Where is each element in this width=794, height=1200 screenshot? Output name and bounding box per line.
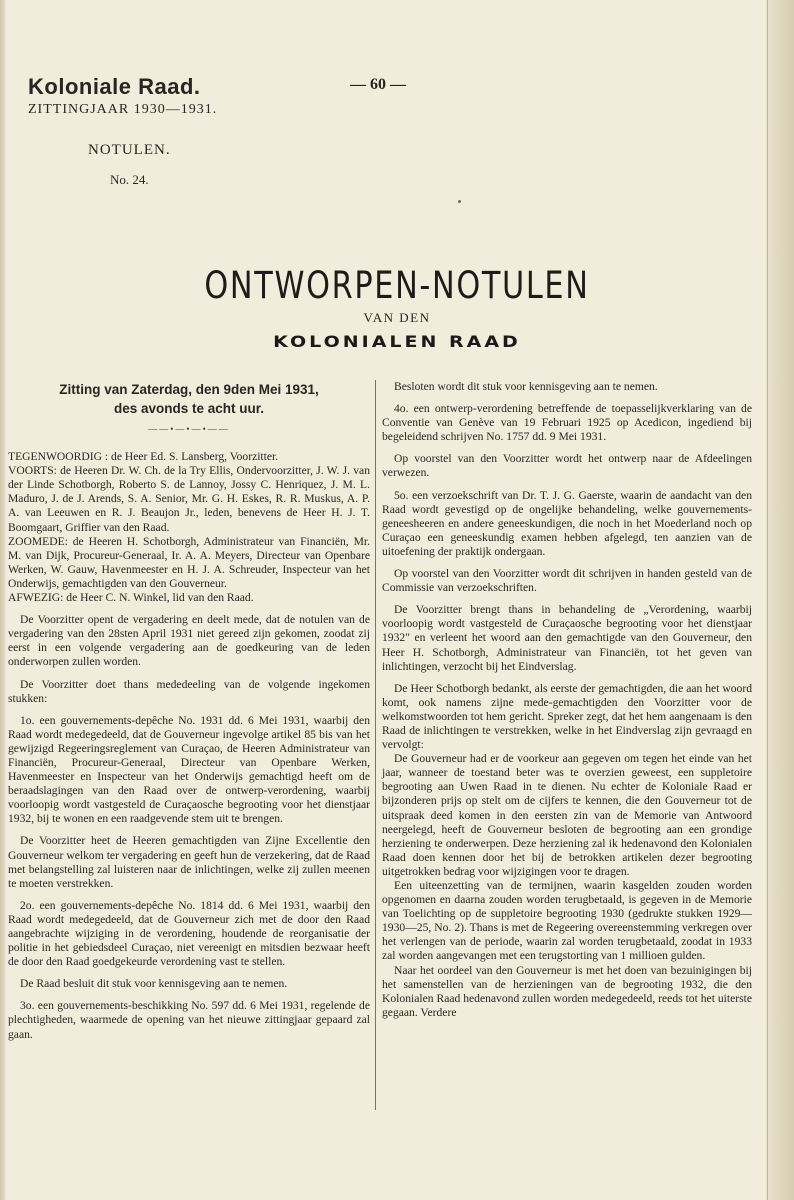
page-right-edge	[766, 0, 794, 1200]
session-year: ZITTINGJAAR 1930—1931.	[28, 102, 218, 117]
paragraph-welcome: De Voorzitter heet de Heeren gemachtigden van Zijne Excellentie den Gouverneur welkom ter vergadering en geeft hun de verzekering, dat de Raad met belangstelling zal luisteren naar de inlichtingen, welke zij zullen meenen te moeten verstrekken.	[8, 834, 370, 890]
issue-number: No. 24.	[110, 172, 149, 187]
right-column	[382, 380, 752, 1020]
masthead-council: KOLONIALEN RAAD	[273, 332, 521, 352]
paragraph-decision: De Raad besluit dit stuk voor kennisgeving aan te nemen.	[20, 977, 288, 991]
column-divider	[375, 380, 376, 1110]
paragraph-r9: Een uiteenzetting van de termijnen, waarin kasgelden zouden worden opgenomen en daarna zouden worden terugbetaald, is gegeven in de Memorie van Toelichting op de suppletoire begrooting 1930 (gedrukte stukken 1929—1930—25, No. 2). Thans is met de Regeering overeenstemming verkregen over het verlengen van de periode, waarin zal worden terugbetaald, zoodat in 1933 zal worden aangevangen met een terugstorting van 1 millioen gulden.	[382, 879, 752, 963]
paragraph-item-5: 5o. een verzoekschrift van Dr. T. J. G. Gaerste, waarin de aandacht van den Raad wordt gevestigd op de ongelijke behandeling, welke gouvernements-geneesheeren en andere geneeskundigen, die noch in het Moederland noch op Curaçao een geneeskundig examen hebben afgelegd, ten aanzien van de uitoefening der praktijk ondergaan.	[382, 488, 752, 558]
paragraph-r1: Besloten wordt dit stuk voor kennisgeving aan te nemen.	[394, 380, 658, 393]
masthead-subtitle: VAN DEN	[363, 310, 431, 325]
ornament-divider: ——•—•—•——	[148, 424, 230, 434]
paragraph-item-1: 1o. een gouvernements-depêche No. 1931 dd. 6 Mei 1931, waarbij den Raad wordt medegedeeld, dat de Gouverneur ingevolge artikel 85 bis van het gewijzigd Regeeringsreglement van Curaçao, de Heeren Administrateur van Financiën, Procureur-Generaal, Directeur van Openbare Werken, Havenmeester en Inspecteur van het Onderwijs gemachtigd heeft om de beraadslagingen van den Raad over de ontwerp-verordening, waarbij voorloopig wordt vastgesteld de Curaçaosche begrooting voor het dienstjaar 1932, bij te wonen en een raadgevende stem uit te brengen.	[8, 713, 370, 826]
paragraph-item-4: 4o. een ontwerp-verordening betreffende de toepasselijkverklaring van de Conventie van Genève van 19 Februari 1925 op Acedicon, ingediend bij begeleidend schrijven No. 1757 dd. 9 Mei 1931.	[382, 402, 752, 444]
paragraph-opening: De Voorzitter opent de vergadering en deelt mede, dat de notulen van de vergadering van den 28sten April 1931 niet gereed zijn gekomen, zoodat zij eerst in een volgende vergadering aan de goedkeuring van de leden onderworpen zullen worden.	[8, 613, 370, 669]
page-number: — 60 —	[350, 76, 406, 93]
page-edge-line	[767, 0, 768, 1200]
attendance-absent: AFWEZIG: de Heer C. N. Winkel, lid van den Raad.	[8, 591, 254, 605]
paragraph-r8: De Gouverneur had er de voorkeur aan gegeven om tegen het einde van het jaar, wanneer de toestand beter was te overzien geweest, een suppletoire begrooting aan Uwen Raad in te dienen. Nu echter de Koloniale Raad er bijzonderen prijs op stelt om de cijfers te kennen, die den Gouverneur tot de uitspraak deed komen in den eersten zin van de Memorie van Antwoord neergelegd, heeft de Gouverneur besloten de begrooting aan een grondige herziening te onderwerpen. Deze herziening zal ik hedenavond den Kolonialen Raad doen kennen door het bij de betrokken artikelen dezer begrooting uitgetrokken bedrag voor wijzigingen voor te dragen.	[382, 752, 752, 878]
paragraph-r5: Op voorstel van den Voorzitter wordt dit schrijven in handen gesteld van de Commissie van verzoekschriften.	[382, 567, 752, 595]
header-block	[28, 74, 268, 118]
meeting-heading	[8, 380, 370, 418]
meeting-heading-line2: des avonds te acht uur.	[113, 401, 265, 416]
paragraph-item-3: 3o. een gouvernements-beschikking No. 597 dd. 6 Mei 1931, regelende de plechtigheden, waarmede de opening van het nieuwe zittingjaar gepaard zal gaan.	[8, 999, 370, 1041]
paragraph-item-2: 2o. een gouvernements-depêche No. 1814 dd. 6 Mei 1931, waarbij den Raad wordt medegedeeld, dat de Gouverneur zich met de door den Raad aangebrachte wijziging in de verordening, houdende de reorganisatie der politie in het gebiedsdeel Curaçao, niet vereenigt en mitsdien bezwaar heeft de door den Raad goedgekeurde verordening vast te stellen.	[8, 898, 370, 969]
paragraph-r10: Naar het oordeel van den Gouverneur is met het doen van bezuinigingen bij het samenstellen van de herzieningen van de begrooting 1932, die den Kolonialen Raad hedenavond zullen worden medegedeeld, reeds tot het uiterste gegaan. Verdere	[382, 963, 752, 1019]
section-label: NOTULEN.	[88, 142, 171, 158]
paragraph-r3: Op voorstel van den Voorzitter wordt het ontwerp naar de Afdeelingen verwezen.	[382, 452, 752, 480]
paragraph-r7: De Heer Schotborgh bedankt, als eerste der gemachtigden, die aan het woord komt, ook namens zijne mede-gemachtigden den Voorzitter voor de welkomstwoorden tot hem gericht. Spreker zegt, dat het hem aangenaam is den Raad de inlichtingen te verstrekken, welke in het Eindverslag zijn gevraagd en vervolgt:	[382, 681, 752, 752]
paragraph-announcement: De Voorzitter doet thans mededeeling van de volgende ingekomen stukken:	[8, 677, 370, 705]
print-speck	[458, 200, 461, 203]
page-left-edge	[0, 0, 6, 1200]
attendance-present: TEGENWOORDIG : de Heer Ed. S. Lansberg, Voorzitter.	[8, 450, 279, 464]
masthead-title: ONTWORPEN-NOTULEN	[204, 264, 590, 307]
meeting-heading-line1: Zitting van Zaterdag, den 9den Mei 1931,	[59, 382, 319, 397]
attendance-delegates: ZOOMEDE: de Heeren H. Schotborgh, Administrateur van Financiën, Mr. M. van Dijk, Procureur-Generaal, Ir. A. A. Meyers, Directeur van Openbare Werken, W. Gauw, Havenmeester en H. J. A. Schreuder, Inspecteur van het Onderwijs, gemachtigden van den Gouverneur.	[8, 534, 370, 590]
paragraph-r6: De Voorzitter brengt thans in behandeling de „Verordening, waarbij voorloopig wordt vastgesteld de Curaçaosche begrooting voor het dienstjaar 1932" en verleent het woord aan den gemachtigde van den Gouverneur, den Heer H. Schotborgh, Administrateur van Financiën, tot het geven van inlichtingen, verzocht bij het Eindverslag.	[382, 603, 752, 673]
attendance-members: VOORTS: de Heeren Dr. W. Ch. de la Try Ellis, Ondervoorzitter, J. W. J. van der Linde Schotborgh, Roberto S. de Lannoy, Jossy C. Henriquez, J. M. L. Maduro, J. de J. Arends, S. A. Senior, Mr. G. H. Eskes, R. R. Muskus, A. P. A. van Leeuwen en R. J. Beaujon Jr., leden, benevens de Heer H. J. T. Boomgaart, Griffier van den Raad.	[8, 464, 370, 534]
left-column	[8, 380, 370, 1050]
council-title: Koloniale Raad.	[28, 74, 201, 99]
